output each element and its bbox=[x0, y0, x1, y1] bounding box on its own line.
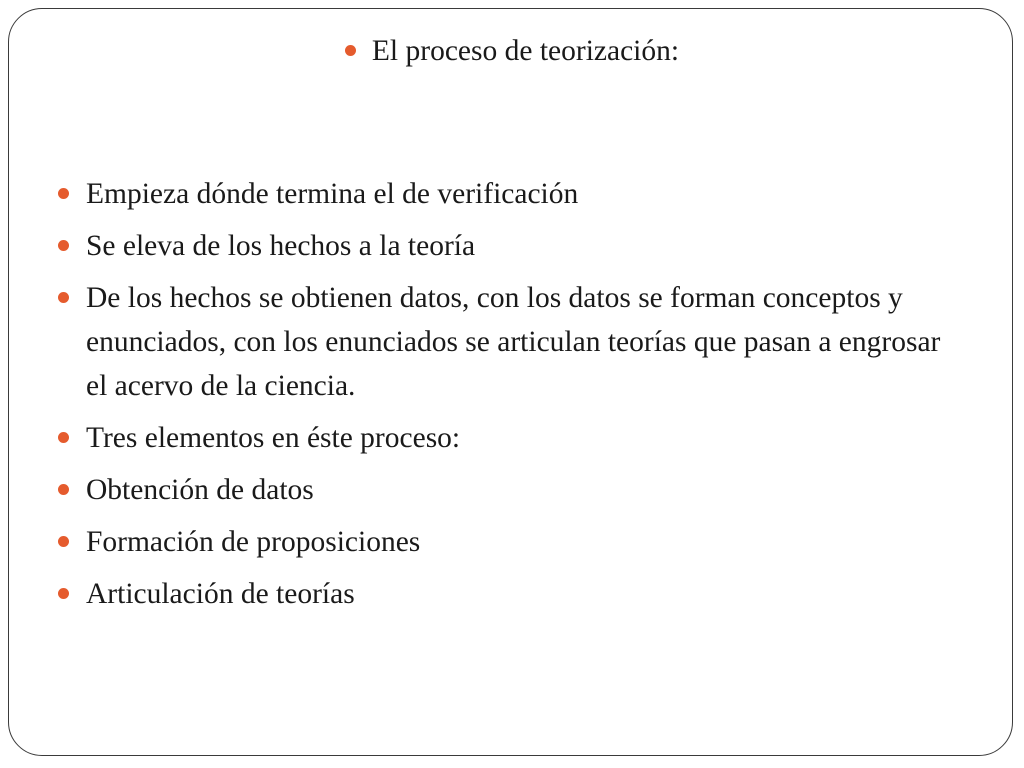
bullet-dot-icon bbox=[58, 536, 69, 547]
list-item bbox=[58, 276, 958, 408]
list-item-text: Se eleva de los hechos a la teoría bbox=[86, 230, 476, 262]
bullet-dot-icon bbox=[58, 240, 69, 251]
list-item bbox=[58, 416, 958, 460]
bullet-dot-icon bbox=[58, 292, 69, 303]
list-item-text: Empieza dónde termina el de verificación bbox=[86, 178, 579, 210]
bullet-dot-icon bbox=[58, 588, 69, 599]
slide-title-row bbox=[0, 32, 1024, 70]
bullet-dot-icon bbox=[58, 432, 69, 443]
list-item-text: Articulación de teorías bbox=[86, 578, 355, 610]
list-item bbox=[58, 520, 958, 564]
list-item bbox=[58, 468, 958, 512]
bullet-dot-icon bbox=[58, 484, 69, 495]
list-item-text: Formación de proposiciones bbox=[86, 526, 421, 558]
list-item-text: De los hechos se obtienen datos, con los datos se forman conceptos y enunciados, con los enunciados se articulan teorías que pasan a engrosar el acervo de la ciencia. bbox=[86, 282, 941, 402]
list-item-text: Tres elementos en éste proceso: bbox=[86, 422, 461, 454]
bullet-list bbox=[58, 172, 958, 624]
list-item-text: Obtención de datos bbox=[86, 474, 314, 506]
bullet-dot-icon bbox=[345, 45, 356, 56]
slide-title: El proceso de teorización: bbox=[371, 35, 680, 67]
list-item bbox=[58, 224, 958, 268]
bullet-dot-icon bbox=[58, 188, 69, 199]
list-item bbox=[58, 172, 958, 216]
list-item bbox=[58, 572, 958, 616]
